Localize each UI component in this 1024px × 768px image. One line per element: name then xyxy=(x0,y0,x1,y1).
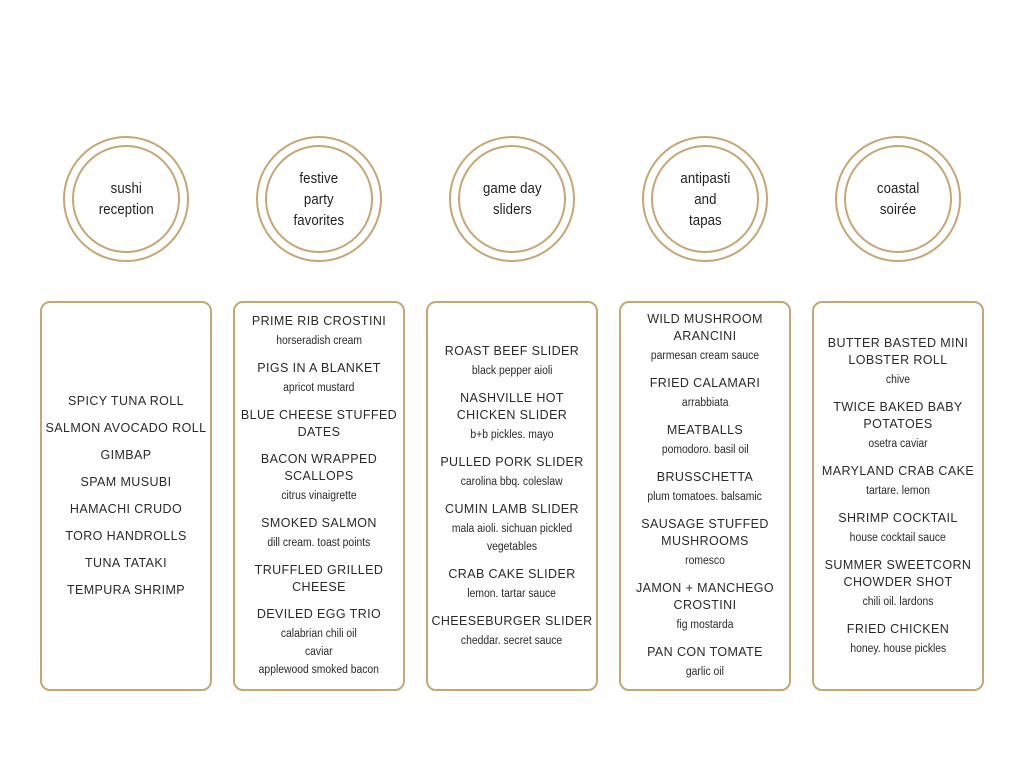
menu-item-name: JAMON + MANCHEGO CROSTINI xyxy=(635,581,774,612)
menu-item xyxy=(650,375,760,412)
menu-item-description xyxy=(439,426,585,444)
menu-item-description-line: osetra caviar xyxy=(868,437,928,450)
station-badge-inner-ring xyxy=(651,145,759,253)
menu-item-description-line: romesco xyxy=(685,555,725,567)
menu-item xyxy=(65,528,186,545)
menu-item-description xyxy=(655,394,754,412)
menu-item xyxy=(624,580,786,634)
station-badge-inner-ring xyxy=(844,145,952,253)
menu-item-description xyxy=(632,616,778,634)
station-badge xyxy=(256,136,382,262)
menu-item-name: BLUE CHEESE STUFFED DATES xyxy=(240,408,398,439)
menu-item-description-line: mala aioli. sichuan pickled vegetables xyxy=(451,522,573,553)
station-badge xyxy=(63,136,189,262)
menu-item-description xyxy=(263,379,374,397)
menu-item-name: CUMIN LAMB SLIDER xyxy=(445,501,579,516)
station-title: festive party favorites xyxy=(293,169,345,229)
menu-item-name: PAN CON TOMATE xyxy=(647,645,763,659)
menu-item xyxy=(817,335,979,389)
menu-card xyxy=(426,301,598,691)
menu-item-name: FRIED CHICKEN xyxy=(846,621,950,636)
menu-item-description-line: garlic oil xyxy=(686,666,724,678)
menu-item-description xyxy=(439,520,585,556)
menu-item-description xyxy=(825,593,971,611)
station-title: antipasti and tapas xyxy=(680,169,730,229)
menu-item-name: CHEESEBURGER SLIDER xyxy=(431,613,593,628)
menu-item-name: PIGS IN A BLANKET xyxy=(257,361,381,375)
menu-item-name: SAUSAGE STUFFED MUSHROOMS xyxy=(641,517,769,548)
station-badge-inner-ring xyxy=(458,145,566,253)
station-badge xyxy=(835,136,961,262)
menu-item-description xyxy=(653,663,757,681)
menu-card xyxy=(40,301,212,691)
menu-item xyxy=(67,582,185,599)
menu-item-name: MARYLAND CRAB CAKE xyxy=(821,463,975,478)
menu-item xyxy=(624,311,786,365)
menu-item-name: GIMBAP xyxy=(100,448,152,462)
menu-item xyxy=(845,621,952,658)
station-title: coastal soirée xyxy=(876,180,920,218)
menu-item-name: TRUFFLED GRILLED CHEESE xyxy=(254,563,384,594)
menu-item-description-line: calabrian chili oil xyxy=(281,628,357,640)
menu-item-description-line: tartare. lemon xyxy=(866,484,930,497)
menu-card xyxy=(619,301,791,691)
menu-item xyxy=(46,420,207,437)
menu-item-description-line: pomodoro. basil oil xyxy=(661,444,749,456)
menu-item-description-line: caviar xyxy=(305,646,333,658)
menu-item-name: SMOKED SALMON xyxy=(261,516,377,530)
menu-item-description-line: house cocktail sauce xyxy=(849,531,947,544)
menu-item-description xyxy=(259,332,380,350)
menu-item-description-line: dill cream. toast points xyxy=(267,537,371,549)
menu-item-name: WILD MUSHROOM ARANCINI xyxy=(647,312,763,343)
menu-item-description xyxy=(455,585,570,603)
menu-item xyxy=(647,644,763,681)
menu-item xyxy=(252,313,386,350)
menu-item-description-line: apricot mustard xyxy=(283,382,355,394)
menu-item-name: TEMPURA SHRIMP xyxy=(66,583,186,597)
menu-item-description-line: horseradish cream xyxy=(276,335,362,347)
menu-item xyxy=(440,454,583,491)
station-badge xyxy=(642,136,768,262)
menu-item xyxy=(85,555,167,572)
menu-item-description xyxy=(632,347,778,365)
menu-item-name: DEVILED EGG TRIO xyxy=(256,607,382,621)
menu-item xyxy=(657,422,754,459)
menu-item-description xyxy=(452,362,573,380)
menu-item-description-line: chive xyxy=(885,373,911,386)
menu-item xyxy=(238,407,400,441)
menu-item-name: MEATBALLS xyxy=(666,423,744,437)
station-title: game day sliders xyxy=(482,180,542,218)
menu-item xyxy=(238,562,400,596)
menu-item-description xyxy=(259,625,379,679)
menu-item-name: SPICY TUNA ROLL xyxy=(68,394,184,408)
menu-item-description-line: citrus vinaigrette xyxy=(281,490,357,502)
menu-item-description-line: carolina bbq. coleslaw xyxy=(461,475,563,488)
menu-card xyxy=(812,301,984,691)
menu-item-description xyxy=(662,441,749,459)
menu-item-description xyxy=(648,488,762,506)
menu-item xyxy=(448,566,575,603)
menu-item-description xyxy=(844,529,952,547)
menu-item-description xyxy=(850,640,946,658)
menu-item-description xyxy=(632,552,778,570)
menu-item-description-line: plum tomatoes. balsamic xyxy=(647,491,763,503)
menu-item-description xyxy=(439,632,584,650)
station-badge-inner-ring xyxy=(265,145,373,253)
menu-item xyxy=(822,463,974,500)
menu-item-description-line: chili oil. lardons xyxy=(862,595,934,608)
menu-item xyxy=(257,360,381,397)
menu-item-description xyxy=(830,482,967,500)
menu-item-name: BACON WRAPPED SCALLOPS xyxy=(260,452,378,483)
station-badge xyxy=(449,136,575,262)
menu-item xyxy=(70,501,182,518)
menu-item xyxy=(817,557,979,611)
menu-item xyxy=(100,447,151,464)
menu-item xyxy=(624,516,786,570)
menu-item-name: FRIED CALAMARI xyxy=(649,376,761,390)
menu-item-name: NASHVILLE HOT CHICKEN SLIDER xyxy=(456,390,568,422)
menu-item-name: PRIME RIB CROSTINI xyxy=(251,314,387,328)
menu-item-name: TWICE BAKED BABY POTATOES xyxy=(833,399,963,431)
menu-item xyxy=(81,474,172,491)
menu-item-description-line: applewood smoked bacon xyxy=(258,664,380,676)
menu-item xyxy=(641,469,768,506)
menu-item-description xyxy=(825,371,971,389)
menu-item-description-line: cheddar. secret sauce xyxy=(461,634,563,647)
menu-item xyxy=(817,399,979,453)
menu-item-description-line: lemon. tartar sauce xyxy=(467,587,557,600)
menu-item xyxy=(431,613,592,650)
menu-item xyxy=(252,606,386,679)
station-title: sushi reception xyxy=(98,180,154,218)
menu-item xyxy=(68,393,184,410)
menu-item xyxy=(261,515,377,552)
menu-item-name: SALMON AVOCADO ROLL xyxy=(45,421,207,435)
menu-item-description xyxy=(267,534,371,552)
menu-item-name: SHRIMP COCKTAIL xyxy=(838,510,958,525)
menu-item-name: PULLED PORK SLIDER xyxy=(440,454,584,469)
menu-item-name: BRUSSCHETTA xyxy=(656,470,754,484)
menu-item-name: ROAST BEEF SLIDER xyxy=(444,343,580,358)
menu-item xyxy=(431,390,593,444)
menu-item-description xyxy=(825,435,971,453)
menu-item-description-line: fig mostarda xyxy=(676,619,734,631)
menu-item-name: BUTTER BASTED MINI LOBSTER ROLL xyxy=(827,335,969,367)
menu-item xyxy=(431,501,593,556)
menu-item-name: SPAM MUSUBI xyxy=(80,475,172,489)
menu-item-description-line: parmesan cream sauce xyxy=(650,350,760,362)
menu-item-name: TUNA TATAKI xyxy=(85,556,167,570)
menu-item xyxy=(838,510,957,547)
menu-item xyxy=(238,451,400,505)
menu-item-name: HAMACHI CRUDO xyxy=(69,502,183,516)
menu-item-description-line: black pepper aioli xyxy=(471,364,553,377)
menu-item-description xyxy=(447,473,576,491)
menu-item-name: TORO HANDROLLS xyxy=(65,529,187,543)
menu-item-description-line: honey. house pickles xyxy=(850,642,946,655)
menu-item-description-line: arrabbiata xyxy=(681,397,729,409)
station-badge-inner-ring xyxy=(72,145,180,253)
menu-item-description-line: b+b pickles. mayo xyxy=(470,428,554,441)
menu-item xyxy=(445,343,579,380)
menu-item-description xyxy=(246,487,392,505)
menu-item-name: SUMMER SWEETCORN CHOWDER SHOT xyxy=(824,557,972,589)
menu-card xyxy=(233,301,405,691)
menu-item-name: CRAB CAKE SLIDER xyxy=(448,566,576,581)
